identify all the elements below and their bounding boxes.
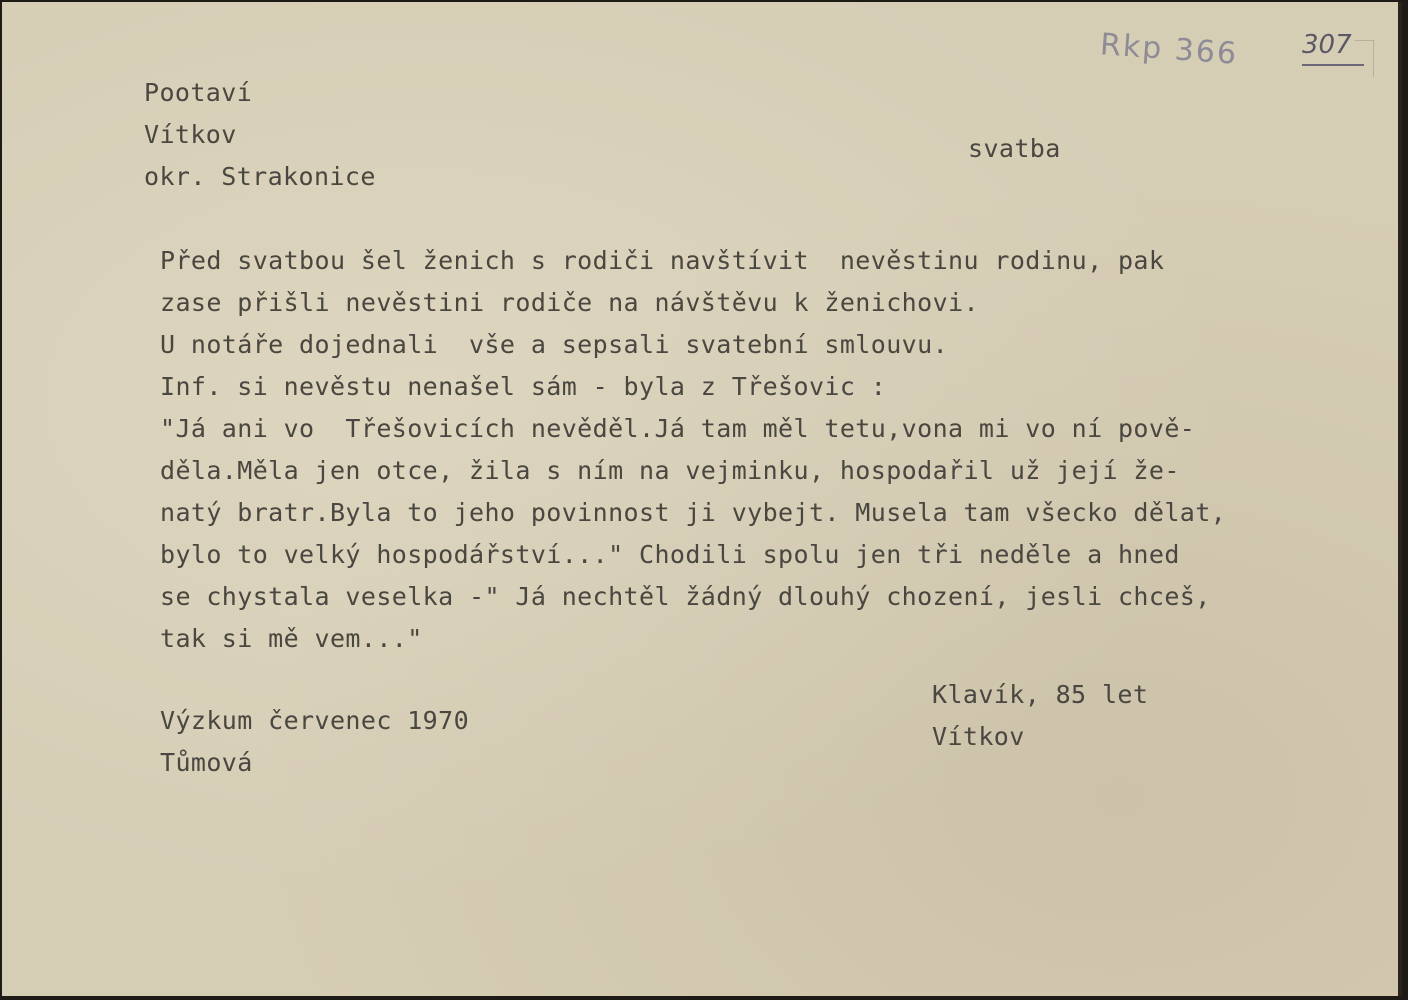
archive-mark: Rkp 366 [1098,27,1240,72]
body-line: děla.Měla jen otce, žila s ním na vejminku, hospodařil už její že- [160,456,1180,485]
archive-card [2,2,1402,996]
location-region: Pootaví [144,78,253,107]
body-line: "Já ani vo Třešovicích nevěděl.Já tam měl tetu,vona mi vo ní pově- [160,414,1196,443]
body-line: natý bratr.Byla to jeho povinnost ji vybejt. Musela tam všecko dělat, [160,498,1227,527]
body-line: U notáře dojednali vše a sepsali svatební smlouvu. [160,330,949,359]
body-line: tak si mě vem..." [160,624,423,653]
body-line: Inf. si nevěstu nenašel sám - byla z Třešovic : [160,372,887,401]
location-village: Vítkov [144,120,237,149]
body-line: zase přišli nevěstini rodiče na návštěvu k ženichovi. [160,288,979,317]
informant-place: Vítkov [932,722,1025,751]
body-line: bylo to velký hospodářství..." Chodili spolu jen tři neděle a hned [160,540,1180,569]
body-line: se chystala veselka -" Já nechtěl žádný dlouhý chození, jesli chceš, [160,582,1211,611]
researcher-name: Tůmová [160,748,253,777]
research-date: Výzkum červenec 1970 [160,706,470,735]
topic-label: svatba [968,134,1061,163]
corner-mark [1355,40,1374,77]
location-district: okr. Strakonice [144,162,376,191]
informant-name-age: Klavík, 85 let [932,680,1149,709]
body-line: Před svatbou šel ženich s rodiči navštívit nevěstinu rodinu, pak [160,246,1165,275]
card-number: 307 [1302,30,1352,60]
